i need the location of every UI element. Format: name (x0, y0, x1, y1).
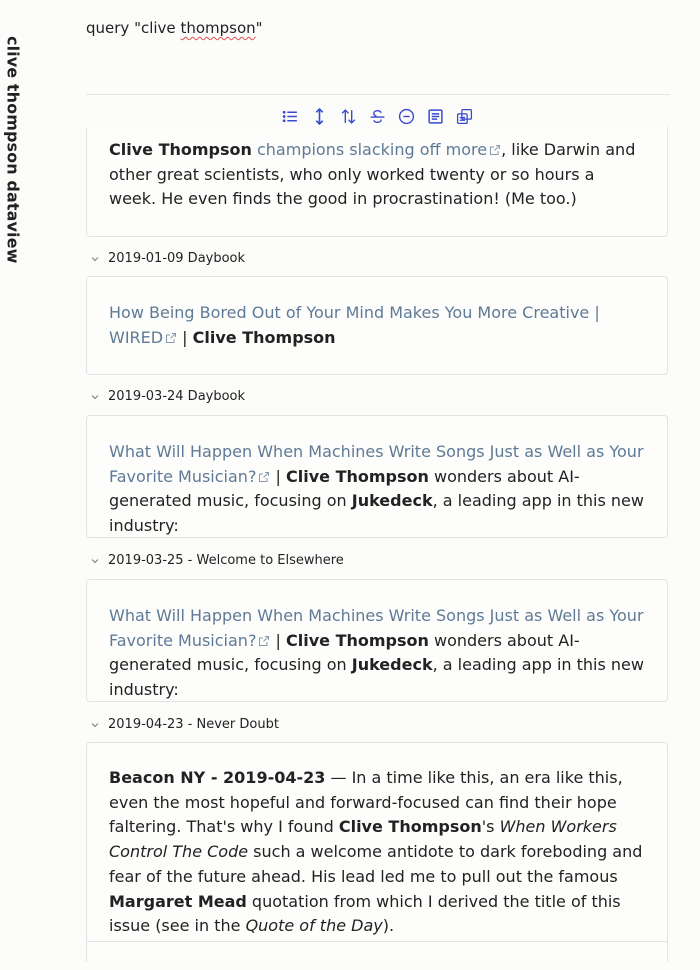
sort-icon[interactable] (338, 106, 359, 127)
external-link[interactable]: What Will Happen When Machines Write Songs Just as Well as Your Favorite Musician? (109, 606, 644, 650)
external-link-icon (258, 471, 270, 483)
sidebar-title (0, 0, 26, 970)
result-card: What Will Happen When Machines Write Songs Just as Well as Your Favorite Musician? | Clive Thompson wonders about AI-generated music, focusing on Jukedeck, a leading app in this new industry: (86, 579, 668, 702)
external-link[interactable]: What Will Happen When Machines Write Songs Just as Well as Your Favorite Musician? (109, 442, 644, 486)
highlight-term: Clive Thompson (192, 327, 336, 347)
highlight-term: Clive Thompson (286, 466, 429, 486)
highlight-term: Clive Thompson (109, 140, 252, 159)
result-group-header[interactable] (90, 717, 279, 732)
result-group-header[interactable] (90, 553, 344, 568)
list-icon[interactable] (280, 106, 301, 127)
group-title: 2019-03-25 - Welcome to Elsewhere (108, 553, 344, 568)
group-title: 2019-04-23 - Never Doubt (108, 717, 279, 732)
chevron-down-icon (90, 720, 100, 730)
document-icon[interactable] (425, 106, 446, 127)
strikethrough-icon[interactable] (367, 106, 388, 127)
note-title: clive thompson dataview (3, 36, 23, 264)
result-group-header[interactable] (90, 251, 245, 266)
group-title: 2019-01-09 Daybook (108, 251, 246, 266)
note-content (86, 0, 670, 970)
results-toolbar (280, 106, 475, 127)
result-card: Beacon NY - 2019-04-23 — In a time like this, an era like this, even the most hopeful and forward-focused can find their hope faltering. That's why I found Clive Thompson's When Workers Control The Code such a welcome antidote to dark foreboding and fear of the future ahead. His lead led me to pull out the famous Margaret Mead quotation from which I derived the title of this issue (see in the Quote of the Day). (86, 742, 668, 962)
copy-icon[interactable] (454, 106, 475, 127)
result-card: What Will Happen When Machines Write Songs Just as Well as Your Favorite Musician? | Clive Thompson wonders about AI-generated music, focusing on Jukedeck, a leading app in this new industry: (86, 415, 668, 538)
minus-circle-icon[interactable] (396, 106, 417, 127)
query-source[interactable]: query "clive thompson" (86, 19, 263, 37)
external-link-icon (258, 635, 270, 647)
card-inner-divider (87, 941, 667, 942)
chevron-down-icon (90, 556, 100, 566)
divider (86, 94, 670, 95)
spellcheck-word: thompson (180, 19, 256, 37)
external-link-icon (489, 144, 501, 156)
chevron-down-icon (90, 254, 100, 264)
highlight-term: Clive Thompson (338, 817, 482, 837)
result-card: Clive Thompson champions slacking off more , like Darwin and other great scientists, who only worked twenty or so hours a week. He even finds the good in procrastination! (Me too.) (86, 127, 668, 237)
result-group-header[interactable] (90, 389, 245, 404)
external-link-icon (165, 332, 177, 344)
external-link[interactable]: champions slacking off more (257, 140, 501, 159)
result-card: How Being Bored Out of Your Mind Makes You More Creative | WIRED | Clive Thompson (86, 276, 668, 375)
group-title: 2019-03-24 Daybook (108, 389, 246, 404)
chevron-down-icon (90, 392, 100, 402)
highlight-term: Clive Thompson (286, 630, 429, 650)
expand-vertical-icon[interactable] (309, 106, 330, 127)
external-link[interactable]: How Being Bored Out of Your Mind Makes You More Creative | WIRED (109, 303, 600, 347)
